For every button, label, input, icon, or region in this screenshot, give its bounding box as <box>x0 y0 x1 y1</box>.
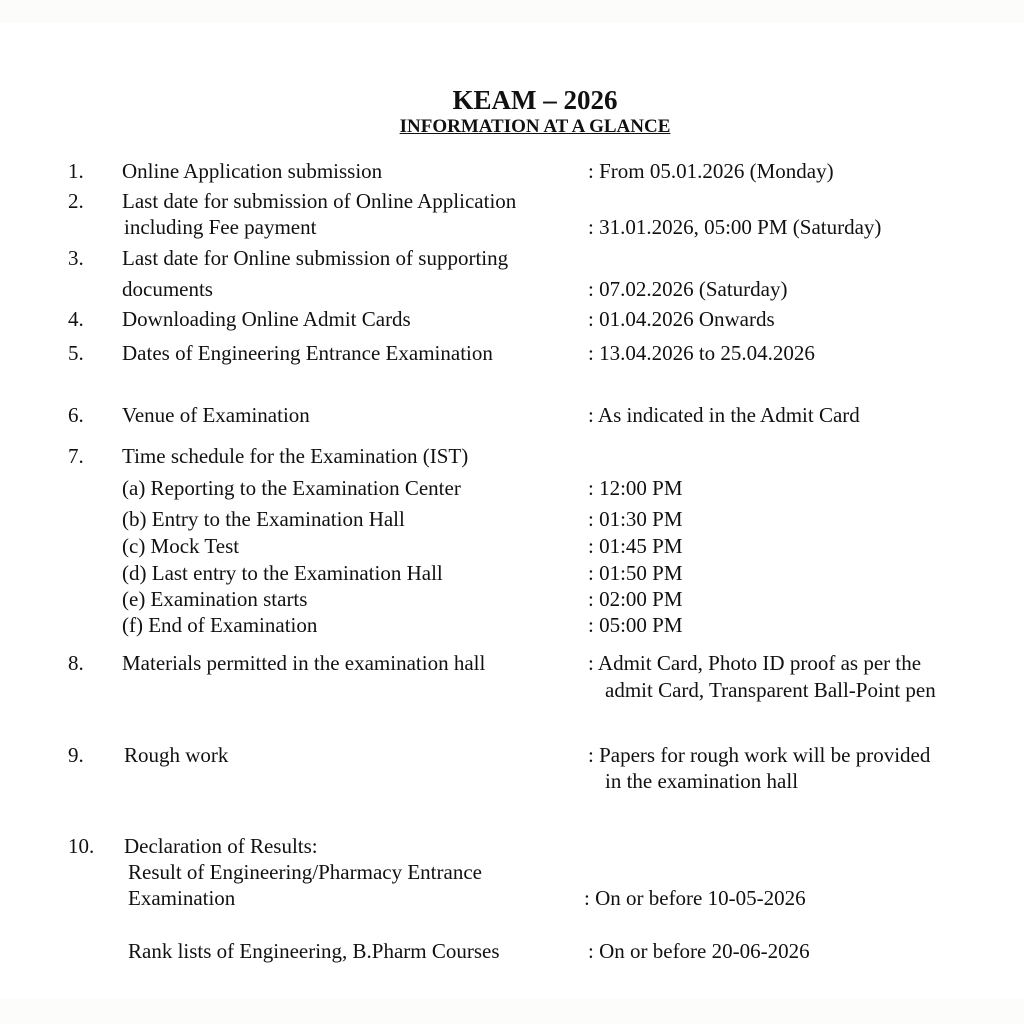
item-value: : Admit Card, Photo ID proof as per the <box>588 651 922 675</box>
item-value: : Papers for rough work will be provided <box>588 743 931 767</box>
item-label: documents <box>122 277 213 301</box>
sub-item-label: Rank lists of Engineering, B.Pharm Courses <box>128 939 500 963</box>
item-value: : 01.04.2026 Onwards <box>588 307 775 331</box>
item-label: Downloading Online Admit Cards <box>122 307 411 331</box>
item-number: 2. <box>68 189 84 213</box>
sub-item-value: : 02:00 PM <box>588 587 683 611</box>
item-value: : As indicated in the Admit Card <box>588 403 860 427</box>
item-label: Rough work <box>124 743 229 767</box>
item-number: 3. <box>68 246 84 270</box>
sub-item-value: : 12:00 PM <box>588 476 683 500</box>
sub-item-value: : 05:00 PM <box>588 613 683 637</box>
sub-item-value: : 01:50 PM <box>588 561 683 585</box>
item-label: Online Application submission <box>122 159 383 183</box>
bottom-margin-band <box>0 999 1024 1024</box>
sub-item-value: : On or before 20-06-2026 <box>588 939 810 963</box>
item-label: Last date for submission of Online Application <box>122 189 517 213</box>
sub-item-value: : 01:30 PM <box>588 507 683 531</box>
item-number: 8. <box>68 651 84 675</box>
item-label: including Fee payment <box>124 215 317 239</box>
top-margin-band <box>0 0 1024 23</box>
item-label: Venue of Examination <box>122 403 310 427</box>
item-number: 9. <box>68 743 84 767</box>
item-label: Materials permitted in the examination hall <box>122 651 486 675</box>
sub-item-label: (d) Last entry to the Examination Hall <box>122 561 443 585</box>
sub-item-label: Result of Engineering/Pharmacy Entrance <box>128 860 482 884</box>
sub-item-value: : 01:45 PM <box>588 534 683 558</box>
item-number: 6. <box>68 403 84 427</box>
item-number: 4. <box>68 307 84 331</box>
sub-item-label: (b) Entry to the Examination Hall <box>122 507 405 531</box>
item-label: Dates of Engineering Entrance Examination <box>122 341 493 365</box>
item-label: Last date for Online submission of supporting <box>122 246 509 270</box>
item-number: 10. <box>68 834 95 858</box>
sub-item-label: (c) Mock Test <box>122 534 240 558</box>
sub-item-label: (a) Reporting to the Examination Center <box>122 476 461 500</box>
sub-item-value: : On or before 10-05-2026 <box>584 886 806 910</box>
item-label: Time schedule for the Examination (IST) <box>122 444 469 468</box>
sub-item-label: (f) End of Examination <box>122 613 318 637</box>
item-number: 7. <box>68 444 84 468</box>
item-value: : 07.02.2026 (Saturday) <box>588 277 788 301</box>
document-subtitle: INFORMATION AT A GLANCE <box>399 116 671 137</box>
item-value: : 31.01.2026, 05:00 PM (Saturday) <box>588 215 882 239</box>
sub-item-label: Examination <box>128 886 236 910</box>
document-title: KEAM – 2026 <box>452 85 618 115</box>
item-number: 5. <box>68 341 84 365</box>
item-label: Declaration of Results: <box>124 834 318 858</box>
item-number: 1. <box>68 159 84 183</box>
sub-item-label: (e) Examination starts <box>122 587 308 611</box>
item-value: : 13.04.2026 to 25.04.2026 <box>588 341 815 365</box>
item-value: : From 05.01.2026 (Monday) <box>588 159 834 183</box>
item-value: admit Card, Transparent Ball-Point pen <box>605 678 936 702</box>
item-value: in the examination hall <box>605 769 799 793</box>
